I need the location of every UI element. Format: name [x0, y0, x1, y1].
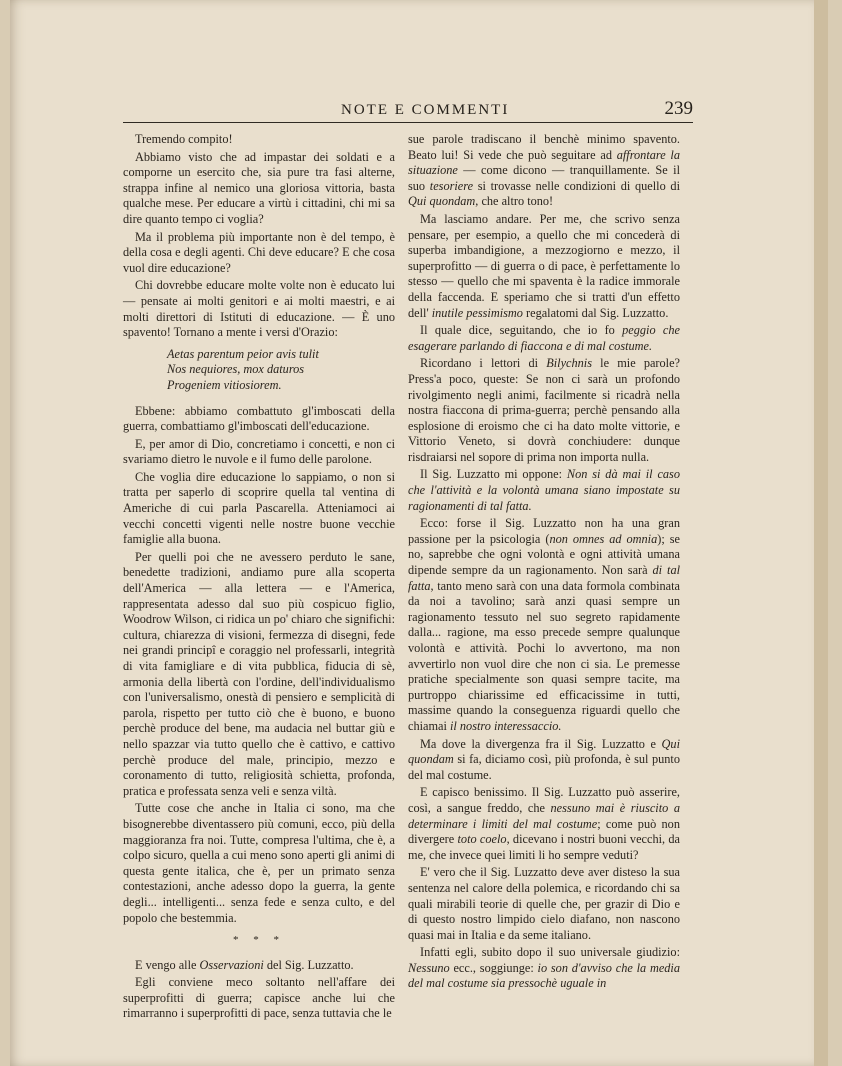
section-separator: * * *	[233, 934, 285, 947]
paragraph: Chi dovrebbe educare molte volte non è educato lui — pensate ai molti genitori e ai molti maestri, e ai molti direttori di Istituti di educazione. — È uno spavento! Tornano a mente i versi d'Orazio:	[123, 278, 395, 340]
horace-verse	[167, 347, 395, 394]
paragraph: Ma dove la divergenza fra il Sig. Luzzatto e Qui quondam si fa, diciamo così, più profonda, è sul punto del mal costume.	[408, 736, 680, 782]
paragraph: Ecco: forse il Sig. Luzzatto non ha una gran passione per la psicologia (non omnes ad omnia); se no, saprebbe che ogni volontà e ogni attività umana dipende sempre da un ragionamento. Non sarà di tal fatta, tanto meno sarà con una data formola combinata da noi a tavolino; sarà anzi quasi sempre un ragionamento tessuto nel suo segreto rapidamente dalla... ragione, ma esso precede sempre qualunque volontà e attività. Pochi lo avvertono, ma non avvertirlo non vuol dire che non ci sia. Le premesse pratiche specialmente son quasi sempre tacite, ma purtroppo chiarissime ed efficacissime in tutti, massime quando la conseguenza riguardi quello che chiamai il nostro interessaccio.	[408, 516, 681, 733]
verse-line: Aetas parentum peior avis tulit	[167, 346, 319, 361]
paragraph: Per quelli poi che ne avessero perduto le sane, benedette tradizioni, andiamo pure alla scoperta dell'America — alla lettera — e l'America, rappresentata adesso dal suo più cospicuo figlio, Woodrow Wilson, ci ridica un po' chiaro che significhi: cultura, chiarezza di visioni, fermezza di disegni, fede nei grandi principî e coraggio nel professarli, integrità di vita famigliare e di vita pubblica, fiducia di sè, armonia della libertà con l'ordine, dell'individualismo con l'universalismo, onestà di pensiero e semplicità di parola, rispetto per tutto ciò che è buono, e buono perchè produce del bene, ma audacia nel buttar giù e nello spazzar via tutto quello che è cattivo, e cattivo perchè produce del male, principio, mezzo e coronamento di tutto, religiosità schietta, profonda, pratica e professata senza veli e senza viltà.	[123, 549, 395, 798]
right-column	[408, 132, 680, 994]
book-page	[10, 0, 828, 1066]
left-column	[123, 132, 395, 1024]
paragraph: Abbiamo visto che ad impastar dei soldati e a comporne un esercito che, sia pure tra fasi alterne, strappa infine al nemico una gloriosa vittoria, basta qualche mese. Per educare a virtù i cittadini, chi mi sa dire quanto tempo ci voglia?	[123, 149, 395, 226]
paragraph: Che voglia dire educazione lo sappiamo, o non si tratta per saperlo di scoprire quella tal ventina di Americhe di cui parla Pascarella. Atteniamoci ai vecchi concetti vigenti nelle nostre buone vecchie famiglie alla buona.	[123, 469, 395, 547]
paragraph: Il Sig. Luzzatto mi oppone: Non si dà mai il caso che l'attività e la volontà umana siano impostate su ragionamenti di tal fatta.	[408, 467, 680, 513]
paragraph: Il quale dice, seguitando, che io fo peggio che esagerare parlando di fiaccona e di mal costume.	[408, 323, 680, 353]
page-header	[123, 100, 693, 123]
paragraph: Egli conviene meco soltanto nell'affare dei superprofitti di guerra; capisce anche lui che rimarranno i superprofitti di pace, senza tuttavia che le	[123, 975, 395, 1021]
paragraph: Ma lasciamo andare. Per me, che scrivo senza pensare, per esempio, a quello che mi concederà di superba imbandigione, a mezzogiorno e mezzo, il superprofitto — di guerra o di pace, è perfettamente lo stesso — quello che mi spaventa è la radice immorale della faccenda. E speriamo che si tratti d'un effetto dell' inutile pessimismo regalatomi dal Sig. Luzzatto.	[408, 211, 680, 320]
verse-line: Progeniem vitiosiorem.	[167, 377, 282, 392]
paragraph: E vengo alle Osservazioni del Sig. Luzzatto.	[135, 957, 354, 972]
paragraph: Ebbene: abbiamo combattuto gl'imboscati della guerra, combattiamo gl'imboscati dell'educazione.	[123, 403, 395, 434]
page-edge	[814, 0, 828, 1066]
paragraph: Ma il problema più importante non è del tempo, è della cosa e degli agenti. Chi deve educare? E che cosa vuol dire educazione?	[123, 229, 395, 275]
running-title: NOTE E COMMENTI	[341, 102, 510, 118]
paragraph: Tremendo compito!	[135, 132, 233, 146]
page-number: 239	[664, 98, 693, 119]
paragraph: E, per amor di Dio, concretiamo i concetti, e non ci svariamo dietro le nuvole e il fumo delle parolone.	[123, 436, 395, 467]
paragraph: E capisco benissimo. Il Sig. Luzzatto può asserire, così, a sangue freddo, che nessuno mai è riuscito a determinare i limiti del mal costume; come può non divergere toto coelo, dicevano i nostri buoni vecchi, da me, che invece quei limiti li ho sempre veduti?	[408, 785, 680, 862]
paragraph: Ricordano i lettori di Bilychnis le mie parole? Press'a poco, queste: Se non ci sarà un profondo rivolgimento negli animi, facilmente si ricadrà nella nostra fiaccona di prima-guerra; perchè pensando alla esplosione di eroismo che ci ha dato molte vittorie, e Vittorio Veneto, si dovrà conchiudere: dunque risdraiarsi nel sopore di prima non importa nulla.	[408, 356, 681, 464]
verse-line: Nos nequiores, mox daturos	[167, 362, 305, 377]
paragraph: sue parole tradiscano il benchè minimo spavento. Beato lui! Si vede che può seguitare ad affrontare la situazione — come dicono — tranquillamente. Se il suo tesoriere si trovasse nelle condizioni di quello di Qui quondam, che altro tono!	[408, 132, 680, 209]
paragraph: Infatti egli, subito dopo il suo universale giudizio: Nessuno ecc., soggiunge: io son d'avviso che la media del mal costume sia pressochè uguale in	[408, 945, 680, 991]
paragraph: Tutte cose che anche in Italia ci sono, ma che bisognerebbe diventassero più comuni, ecco, più della maggioranza fra noi. Tutte, compresa l'ultima, che è, a colpo sicuro, quella a cui meno sono aperti gli animi di questa gente italica, che è, per un primato senza contestazioni, anche adesso dopo la guerra, la gente degli... intelligenti... senza fede e senza culto, e del popolo che bestemmia.	[123, 801, 395, 925]
paragraph: E' vero che il Sig. Luzzatto deve aver disteso la sua sentenza nel calore della polemica, e ricordando chi sa quali mirabili teorie di quelle che, per grazir di Dio e di questo nostro limpido cielo diafano, non nascono quasi mai in Italia e da seme italiano.	[408, 865, 680, 942]
